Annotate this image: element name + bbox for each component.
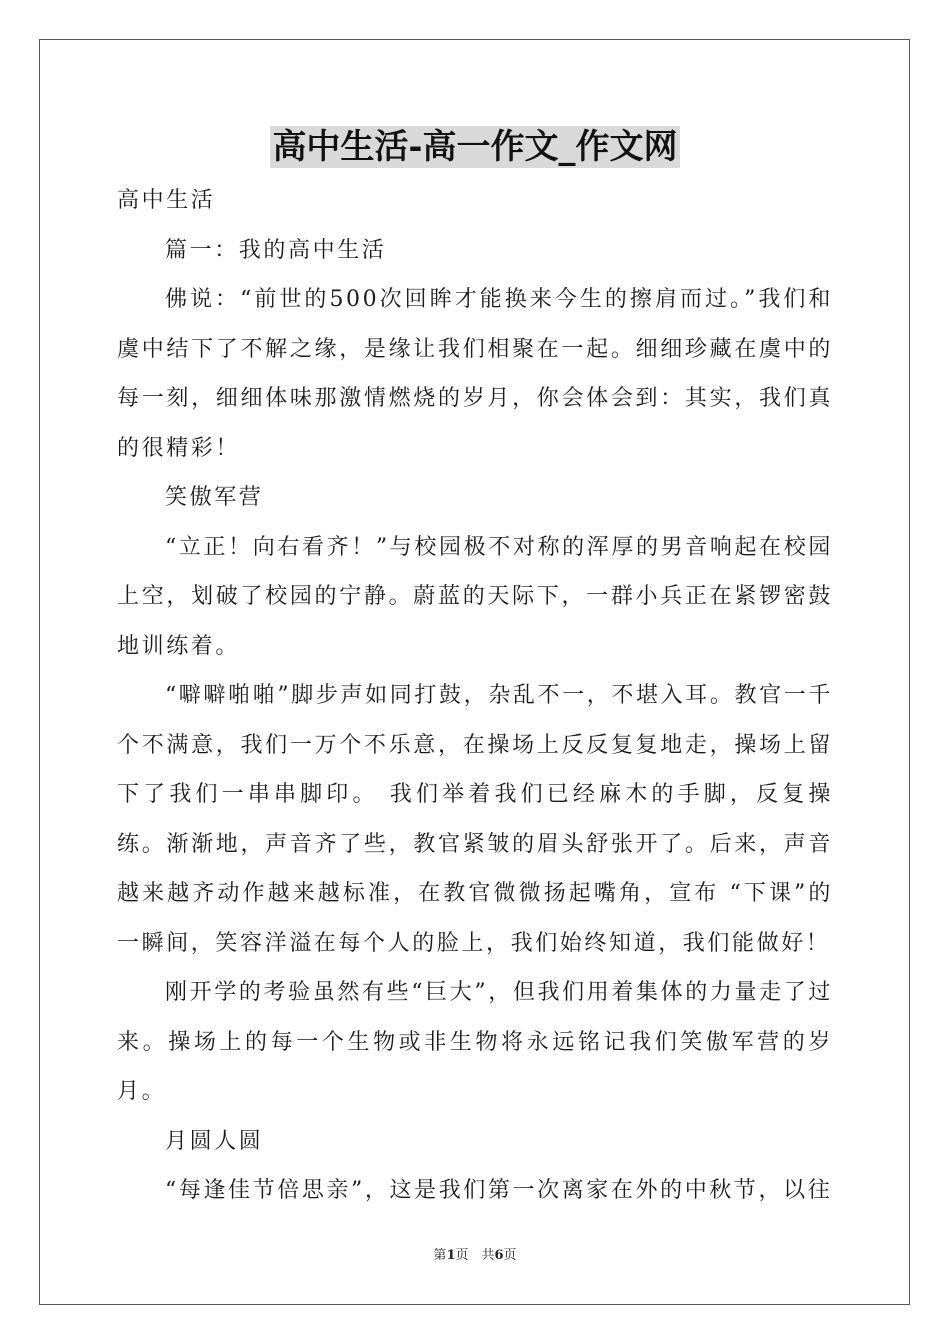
paragraph-heading: 高中生活 bbox=[117, 188, 216, 213]
paragraph-section-title: 篇一：我的高中生活 bbox=[165, 237, 387, 263]
total-pages-number: 6 bbox=[494, 1248, 504, 1263]
paragraph-subheading: 笑傲军营 bbox=[165, 485, 264, 510]
title-container bbox=[0, 126, 950, 168]
current-page-number: 1 bbox=[446, 1248, 456, 1263]
paragraph: 刚开学的考验虽然有些“巨大”，但我们用着集体的力量走了过来。操场上的每一个生物或非生物将永远铭记我们笑傲军营的岁月。 bbox=[117, 980, 833, 1104]
document-title: 高中生活-高一作文_作文网 bbox=[272, 127, 678, 167]
footer-suffix: 页 bbox=[503, 1248, 517, 1263]
footer-prefix: 第 bbox=[433, 1248, 447, 1263]
paragraph: “每逢佳节倍思亲”，这是我们第一次离家在外的中秋节，以往 bbox=[165, 1178, 833, 1203]
document-body bbox=[117, 176, 833, 1216]
paragraph: “立正！向右看齐！”与校园极不对称的浑厚的男音响起在校园上空，划破了校园的宁静。蔚蓝的天际下，一群小兵正在紧锣密鼓地训练着。 bbox=[117, 534, 833, 659]
page-footer bbox=[0, 1248, 950, 1264]
paragraph: 佛说：“前世的500次回眸才能换来今生的擦肩而过。”我们和虞中结下了不解之缘，是缘让我们相聚在一起。细细珍藏在虞中的每一刻，细细体味那激情燃烧的岁月，你会体会到：其实，我们真的很精彩！ bbox=[117, 287, 833, 461]
paragraph-subheading: 月圆人圆 bbox=[165, 1128, 264, 1154]
paragraph: “噼噼啪啪”脚步声如同打鼓，杂乱不一，不堪入耳。教官一千个不满意，我们一万个不乐意，在操场上反反复复地走，操场上留下了我们一串串脚印。 我们举着我们已经麻木的手脚，反复操练。渐渐地，声音齐了些，教官紧皱的眉头舒张开了。后来，声音越来越齐动作越来越标准，在教官微微扬起嘴角，宣布 “下课”的一瞬间，笑容洋溢在每个人的脸上，我们始终知道，我们能做好！ bbox=[117, 683, 833, 956]
footer-middle: 页 共 bbox=[455, 1248, 495, 1263]
